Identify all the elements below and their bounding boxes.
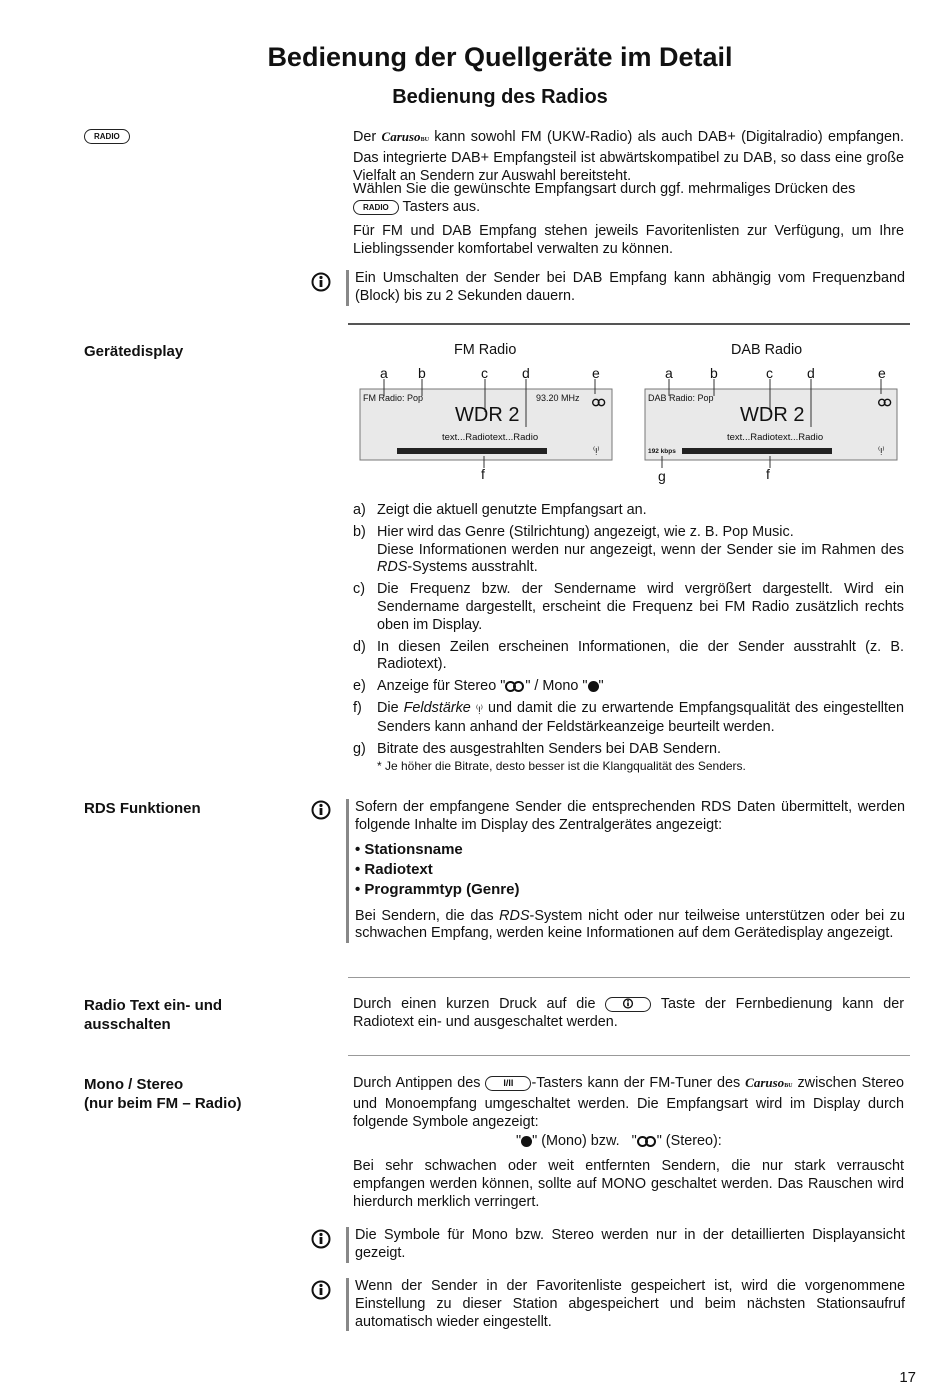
page-title: Bedienung der Quellgeräte im Detail <box>267 42 733 72</box>
fm-radiotext: text...Radiotext...Radio <box>442 432 539 443</box>
list-item: • Programmtyp (Genre) <box>355 880 905 900</box>
display-legend-list <box>353 502 904 776</box>
stereo-icon <box>637 1136 657 1147</box>
fm-display-diagram <box>355 362 617 487</box>
signal-strength-icon: ⁽ᴉ⁾ <box>878 445 885 455</box>
section-title: Bedienung des Radios <box>392 86 608 108</box>
list-item: b) Hier wird das Genre (Stilrichtung) angezeigt, wie z. B. Pop Music. Diese Informationen werden nur angezeigt, wenn der Sender sie im Rahmen des RDS-Systems ausstrahlt. <box>353 523 904 576</box>
side-heading-mono-stereo: Mono / Stereo (nur beim FM – Radio) <box>84 1076 242 1112</box>
dab-bitrate: 192 kbps <box>648 448 676 455</box>
callout-c: c <box>481 365 488 381</box>
info-note-dab: Ein Umschalten der Sender bei DAB Empfang kann abhängig vom Frequenzband (Block) bis zu 2 Sekunden dauern. <box>346 270 905 306</box>
info-icon <box>311 1280 331 1300</box>
mono-stereo-symbols: " " (Mono) bzw. " " (Stereo): <box>516 1133 722 1149</box>
fm-station-name: WDR 2 <box>455 404 520 426</box>
side-heading-radiotext: Radio Text ein- und ausschalten <box>84 997 223 1033</box>
callout-f: f <box>766 466 770 482</box>
callout-b: b <box>418 365 426 381</box>
signal-strength-icon: ⁽ᴉ⁾ <box>593 445 600 455</box>
mono-note-2: Wenn der Sender in der Favoritenliste gespeichert ist, wird die vorgenommene Einstellung zu dieser Station abgespeichert und beim nächsten Stationsaufruf automatisch wieder eingestellt. <box>346 1278 905 1331</box>
mono-paragraph-1: Durch Antippen des I/II -Tasters kann der FM-Tuner des CarusoBU zwischen Stereo und Monoempfang umgeschaltet werden. Die Empfangsart wird im Display durch folgende Symbole angezeigt: <box>353 1075 905 1130</box>
callout-f: f <box>481 466 485 482</box>
mono-icon <box>588 681 599 692</box>
callout-a: a <box>665 365 673 381</box>
fm-mode-text: FM Radio: Pop <box>363 393 424 403</box>
side-heading-rds: RDS Funktionen <box>84 800 201 817</box>
list-item: e) Anzeige für Stereo " " / Mono " " <box>353 678 604 695</box>
brand-logo: CarusoBU <box>745 1075 793 1090</box>
callout-d: d <box>522 365 530 381</box>
signal-strength-icon: ⁽ᴉ⁾ <box>475 703 483 715</box>
intro-paragraph-3: Für FM und DAB Empfang stehen jeweils Favoritenlisten zur Verfügung, um Ihre Lieblingssender komfortabel verwalten zu können. <box>353 223 904 257</box>
dab-station-name: WDR 2 <box>740 404 805 426</box>
footnote: * Je höher die Bitrate, desto besser ist die Klangqualität des Senders. <box>377 759 746 774</box>
list-item: c) Die Frequenz bzw. der Sendername wird vergrößert dargestellt. Wird ein Sendername dargestellt, erscheint die Frequenz bei FM Radio zusätzlich rechts oben im Display. <box>353 581 904 633</box>
callout-e: e <box>878 365 886 381</box>
stereo-icon <box>505 681 525 692</box>
radio-key-icon: RADIO <box>353 200 399 215</box>
list-item: a) Zeigt die aktuell genutzte Empfangsart an. <box>353 502 647 518</box>
fm-display-title: FM Radio <box>454 342 517 358</box>
info-icon <box>311 800 331 820</box>
page-number: 17 <box>899 1369 916 1386</box>
mono-icon <box>521 1136 532 1147</box>
dab-radiotext: text...Radiotext...Radio <box>727 432 824 443</box>
divider <box>348 323 910 325</box>
callout-g: g <box>658 468 666 484</box>
side-heading-geraetedisplay: Gerätedisplay <box>84 343 184 360</box>
mono-paragraph-2: Bei sehr schwachen oder weit entfernten Sendern, die nur stark verrauscht empfangen werden können, sollte auf MONO geschaltet werden. Das Rauschen wird hierdurch merklich verringert. <box>353 1158 904 1210</box>
list-item: g) Bitrate des ausgestrahlten Senders bei DAB Sendern. * Je höher die Bitrate, desto besser ist die Klangqualität des Senders. <box>353 740 746 774</box>
brand-logo: CarusoBU <box>381 129 429 144</box>
stereo-icon <box>592 399 606 407</box>
callout-d: d <box>807 365 815 381</box>
rds-note: Sofern der empfangene Sender die entsprechenden RDS Daten übermittelt, werden folgende Inhalte im Display des Zentralgerätes angezeigt: • Stationsname • Radiotext • Programmtyp (Genre) Bei Sendern, die das RDS-System nicht oder nur teilweise unterstützen oder bei zu schwachen Empfang, werden keine Informationen auf dem Gerätedisplay angezeigt. <box>346 799 905 943</box>
radio-key-icon: RADIO <box>84 128 130 146</box>
intro-paragraph-1: Der CarusoBU kann sowohl FM (UKW-Radio) als auch DAB+ (Digitalradio) empfangen. Das integrierte DAB+ Empfangsteil ist abwärtskompatibel zu DAB, so dass eine große Vielfalt an Sendern zur Auswahl bereitsteht. <box>353 129 905 184</box>
info-icon <box>311 1229 331 1249</box>
divider <box>348 977 910 978</box>
mono-note-1: Die Symbole für Mono bzw. Stereo werden nur in der detaillierten Displayansicht gezeigt. <box>346 1227 905 1263</box>
intro-paragraph-2: Wählen Sie die gewünschte Empfangsart durch ggf. mehrmaliges Drücken des RADIO Tasters aus. <box>353 181 856 215</box>
callout-e: e <box>592 365 600 381</box>
dab-display-diagram <box>640 362 902 487</box>
list-item: d) In diesen Zeilen erscheinen Informationen, die der Sender ausstrahlt (z. B. Radiotext). <box>353 638 904 673</box>
fm-frequency-text: 93.20 MHz <box>536 393 580 403</box>
info-key-icon <box>605 997 651 1012</box>
list-item: • Radiotext <box>355 860 905 880</box>
callout-b: b <box>710 365 718 381</box>
divider <box>348 1055 910 1056</box>
dab-display-title: DAB Radio <box>731 342 803 358</box>
stereo-icon <box>878 399 892 407</box>
callout-c: c <box>766 365 773 381</box>
callout-a: a <box>380 365 388 381</box>
list-item: • Stationsname <box>355 840 905 860</box>
rds-feature-list <box>355 840 905 900</box>
dab-mode-text: DAB Radio: Pop <box>648 393 714 403</box>
info-icon <box>311 272 331 292</box>
mono-stereo-key-icon: I/II <box>485 1076 531 1091</box>
radiotext-paragraph: Durch einen kurzen Druck auf die Taste der Fernbedienung kann der Radiotext ein- und ausgeschaltet werden. <box>353 996 904 1030</box>
list-item: f) Die Feldstärke ⁽ᴉ⁾ und damit die zu erwartende Empfangsqualität des eingestellten Senders kann anhand der Feldstärkeanzeige beurteilt werden. <box>353 699 905 735</box>
